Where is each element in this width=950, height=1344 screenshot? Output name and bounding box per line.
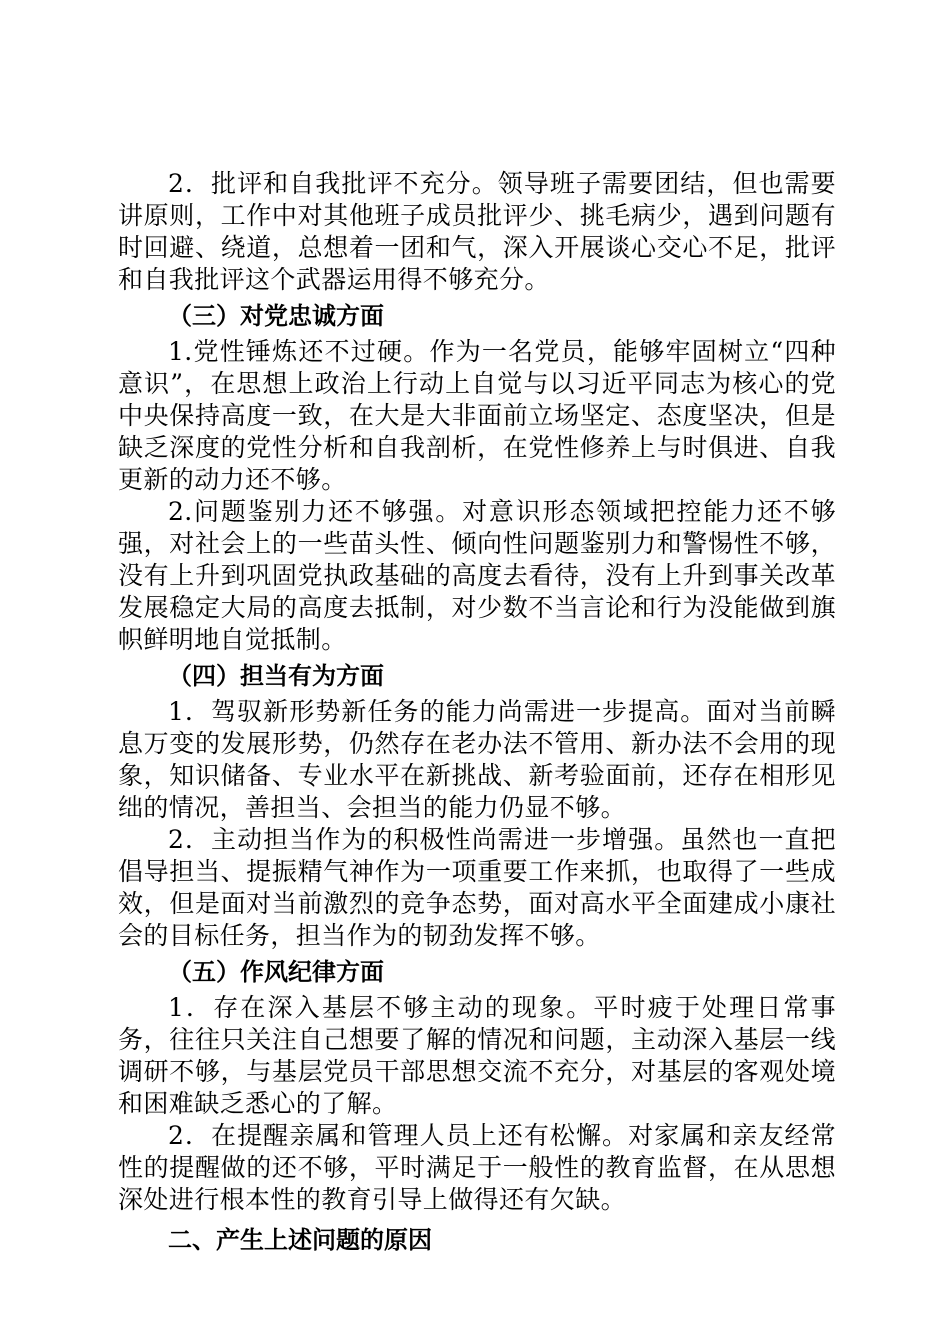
- paragraph-initiative: 2．主动担当作为的积极性尚需进一步增强。虽然也一直把倡导担当、提振精气神作为一项重要工作来抓，也取得了一些成效，但是面对当前激烈的竞争态势，面对高水平全面建成小康社会的目标任务，担当作为的韧劲发挥不够。: [118, 825, 836, 950]
- paragraph-party-spirit: 1.党性锤炼还不过硬。作为一名党员，能够牢固树立“四种意识”，在思想上政治上行动上自觉与以习近平同志为核心的党中央保持高度一致，在大是大非面前立场坚定、态度坚决，但是缺乏深度的党性分析和自我剖析，在党性修养上与时俱进、自我更新的动力还不够。: [118, 337, 836, 494]
- section-heading-causes: 二、产生上述问题的原因: [168, 1226, 432, 1254]
- paragraph-discernment: 2.问题鉴别力还不够强。对意识形态领域把控能力还不够强，对社会上的一些苗头性、倾向性问题鉴别力和警惕性不够，没有上升到巩固党执政基础的高度去看待，没有上升到事关改革发展稳定大局的高度去抵制，对少数不当言论和行为没能做到旗帜鲜明地自觉抵制。: [118, 497, 836, 654]
- paragraph-relatives: 2．在提醒亲属和管理人员上还有松懈。对家属和亲友经常性的提醒做的还不够，平时满足于一般性的教育监督，在从思想深处进行根本性的教育引导上做得还有欠缺。: [118, 1121, 836, 1214]
- paragraph-new-situation-ability: 1．驾驭新形势新任务的能力尚需进一步提高。面对当前瞬息万变的发展形势，仍然存在老办法不管用、新办法不会用的现象，知识储备、专业水平在新挑战、新考验面前，还存在相形见绌的情况，善担当、会担当的能力仍显不够。: [118, 697, 836, 822]
- section-heading-responsibility: （四）担当有为方面: [168, 662, 384, 690]
- section-heading-party-loyalty: （三）对党忠诚方面: [168, 302, 384, 330]
- paragraph-grassroots: 1．存在深入基层不够主动的现象。平时疲于处理日常事务，往往只关注自己想要了解的情况和问题，主动深入基层一线调研不够，与基层党员干部思想交流不充分，对基层的客观处境和困难缺乏悉心的了解。: [118, 993, 836, 1118]
- paragraph-criticism: 2．批评和自我批评不充分。领导班子需要团结，但也需要讲原则，工作中对其他班子成员批评少、挑毛病少，遇到问题有时回避、绕道，总想着一团和气，深入开展谈心交心不足，批评和自我批评这个武器运用得不够充分。: [118, 169, 836, 294]
- document-page: [118, 168, 836, 1260]
- section-heading-work-style: （五）作风纪律方面: [168, 958, 384, 986]
